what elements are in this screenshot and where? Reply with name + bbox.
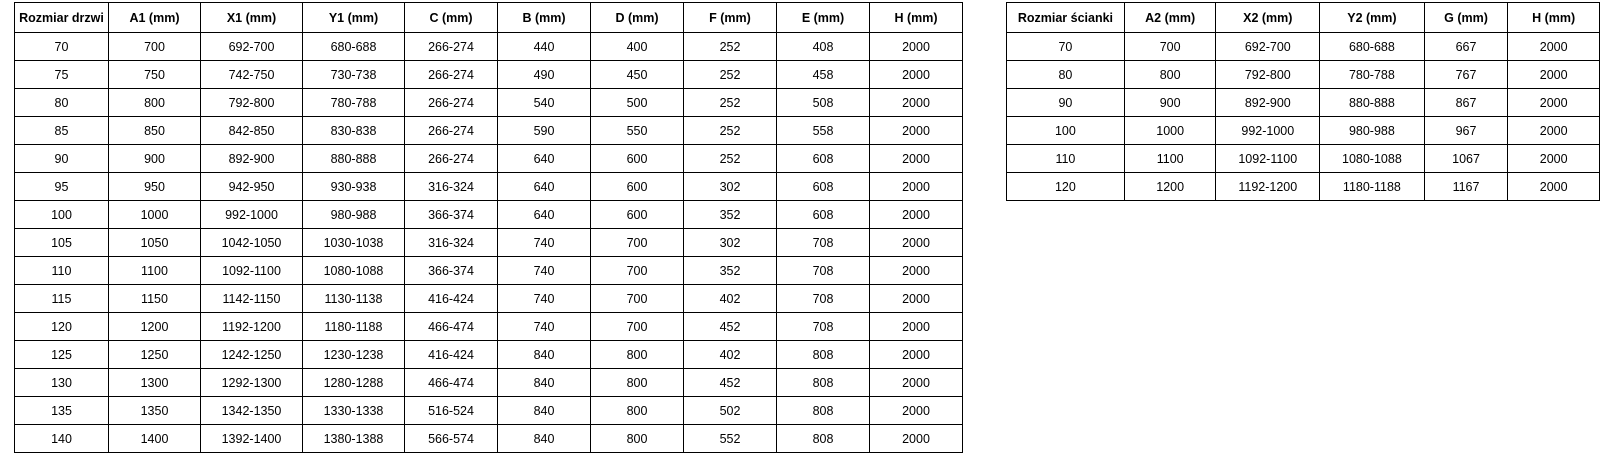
- table-row: [15, 173, 963, 201]
- cell: 2000: [1508, 89, 1600, 117]
- cell: 1200: [1124, 173, 1216, 201]
- cell: 2000: [1508, 61, 1600, 89]
- cell: 1300: [109, 369, 201, 397]
- table-row: [1007, 173, 1600, 201]
- cell: 740: [498, 285, 591, 313]
- cell: 466-474: [405, 313, 498, 341]
- cell: 950: [109, 173, 201, 201]
- cell: 808: [777, 369, 870, 397]
- table-row: [1007, 61, 1600, 89]
- doors-table-head: [15, 3, 963, 33]
- cell: 508: [777, 89, 870, 117]
- cell: 95: [15, 173, 109, 201]
- cell: 880-888: [303, 145, 405, 173]
- cell: 850: [109, 117, 201, 145]
- table-header-row: [1007, 3, 1600, 33]
- cell: 550: [591, 117, 684, 145]
- walls-table-head: [1007, 3, 1600, 33]
- cell: 700: [1124, 33, 1216, 61]
- cell: 600: [591, 201, 684, 229]
- cell: 1142-1150: [201, 285, 303, 313]
- cell: 316-324: [405, 229, 498, 257]
- cell: 2000: [870, 61, 963, 89]
- walls-table-body: [1007, 33, 1600, 201]
- cell: 1100: [1124, 145, 1216, 173]
- cell: 2000: [870, 117, 963, 145]
- table-row: [15, 145, 963, 173]
- cell: 302: [684, 173, 777, 201]
- cell: 540: [498, 89, 591, 117]
- cell: 1030-1038: [303, 229, 405, 257]
- cell: 1050: [109, 229, 201, 257]
- cell: 967: [1424, 117, 1508, 145]
- table-row: [1007, 145, 1600, 173]
- cell: 600: [591, 173, 684, 201]
- cell: 120: [15, 313, 109, 341]
- cell: 105: [15, 229, 109, 257]
- cell: 1150: [109, 285, 201, 313]
- cell: 750: [109, 61, 201, 89]
- cell: 867: [1424, 89, 1508, 117]
- cell: 700: [591, 313, 684, 341]
- table-row: [15, 397, 963, 425]
- walls-dimensions-table: [1006, 2, 1600, 201]
- cell: 452: [684, 369, 777, 397]
- cell: 416-424: [405, 285, 498, 313]
- cell: 2000: [870, 285, 963, 313]
- column-header-e: E (mm): [777, 3, 870, 33]
- cell: 2000: [870, 89, 963, 117]
- cell: 1392-1400: [201, 425, 303, 453]
- cell: 667: [1424, 33, 1508, 61]
- cell: 1342-1350: [201, 397, 303, 425]
- cell: 742-750: [201, 61, 303, 89]
- cell: 1092-1100: [1216, 145, 1320, 173]
- table-row: [1007, 33, 1600, 61]
- doors-dimensions-table-container: [14, 2, 963, 453]
- cell: 1100: [109, 257, 201, 285]
- cell: 100: [1007, 117, 1125, 145]
- cell: 590: [498, 117, 591, 145]
- cell: 1192-1200: [201, 313, 303, 341]
- cell: 892-900: [201, 145, 303, 173]
- cell: 808: [777, 397, 870, 425]
- cell: 490: [498, 61, 591, 89]
- cell: 792-800: [1216, 61, 1320, 89]
- cell: 780-788: [1320, 61, 1425, 89]
- cell: 792-800: [201, 89, 303, 117]
- table-row: [15, 369, 963, 397]
- table-row: [1007, 117, 1600, 145]
- cell: 740: [498, 313, 591, 341]
- cell: 70: [15, 33, 109, 61]
- column-header-c: C (mm): [405, 3, 498, 33]
- cell: 2000: [870, 313, 963, 341]
- cell: 708: [777, 313, 870, 341]
- cell: 708: [777, 229, 870, 257]
- cell: 980-988: [1320, 117, 1425, 145]
- table-row: [15, 201, 963, 229]
- cell: 842-850: [201, 117, 303, 145]
- cell: 680-688: [1320, 33, 1425, 61]
- cell: 808: [777, 341, 870, 369]
- cell: 558: [777, 117, 870, 145]
- cell: 800: [591, 425, 684, 453]
- cell: 80: [15, 89, 109, 117]
- cell: 1250: [109, 341, 201, 369]
- table-row: [15, 117, 963, 145]
- cell: 2000: [870, 425, 963, 453]
- cell: 135: [15, 397, 109, 425]
- cell: 252: [684, 33, 777, 61]
- table-row: [1007, 89, 1600, 117]
- column-header-g: G (mm): [1424, 3, 1508, 33]
- table-row: [15, 33, 963, 61]
- cell: 692-700: [201, 33, 303, 61]
- table-row: [15, 341, 963, 369]
- cell: 408: [777, 33, 870, 61]
- cell: 450: [591, 61, 684, 89]
- cell: 252: [684, 89, 777, 117]
- cell: 1350: [109, 397, 201, 425]
- cell: 1380-1388: [303, 425, 405, 453]
- column-header-y1: Y1 (mm): [303, 3, 405, 33]
- table-header-row: [15, 3, 963, 33]
- cell: 440: [498, 33, 591, 61]
- cell: 70: [1007, 33, 1125, 61]
- cell: 1080-1088: [303, 257, 405, 285]
- cell: 1080-1088: [1320, 145, 1425, 173]
- cell: 302: [684, 229, 777, 257]
- cell: 85: [15, 117, 109, 145]
- cell: 708: [777, 257, 870, 285]
- cell: 700: [109, 33, 201, 61]
- cell: 100: [15, 201, 109, 229]
- column-header-y2: Y2 (mm): [1320, 3, 1425, 33]
- cell: 900: [109, 145, 201, 173]
- cell: 1280-1288: [303, 369, 405, 397]
- cell: 266-274: [405, 145, 498, 173]
- cell: 840: [498, 369, 591, 397]
- column-header-f: F (mm): [684, 3, 777, 33]
- table-row: [15, 285, 963, 313]
- cell: 2000: [870, 173, 963, 201]
- cell: 1167: [1424, 173, 1508, 201]
- cell: 516-524: [405, 397, 498, 425]
- cell: 1330-1338: [303, 397, 405, 425]
- cell: 1192-1200: [1216, 173, 1320, 201]
- cell: 500: [591, 89, 684, 117]
- cell: 800: [591, 341, 684, 369]
- table-row: [15, 61, 963, 89]
- cell: 252: [684, 117, 777, 145]
- cell: 140: [15, 425, 109, 453]
- cell: 1000: [109, 201, 201, 229]
- cell: 1042-1050: [201, 229, 303, 257]
- cell: 808: [777, 425, 870, 453]
- cell: 1130-1138: [303, 285, 405, 313]
- cell: 1400: [109, 425, 201, 453]
- column-header-x2: X2 (mm): [1216, 3, 1320, 33]
- doors-dimensions-table: [14, 2, 963, 453]
- column-header-rozmiar-scianki: Rozmiar ścianki: [1007, 3, 1125, 33]
- cell: 110: [1007, 145, 1125, 173]
- cell: 730-738: [303, 61, 405, 89]
- cell: 608: [777, 173, 870, 201]
- cell: 552: [684, 425, 777, 453]
- cell: 366-374: [405, 201, 498, 229]
- cell: 992-1000: [201, 201, 303, 229]
- cell: 402: [684, 285, 777, 313]
- cell: 1000: [1124, 117, 1216, 145]
- column-header-a2: A2 (mm): [1124, 3, 1216, 33]
- cell: 2000: [870, 229, 963, 257]
- cell: 600: [591, 145, 684, 173]
- cell: 352: [684, 257, 777, 285]
- cell: 608: [777, 201, 870, 229]
- cell: 80: [1007, 61, 1125, 89]
- column-header-b: B (mm): [498, 3, 591, 33]
- cell: 1092-1100: [201, 257, 303, 285]
- cell: 1242-1250: [201, 341, 303, 369]
- cell: 900: [1124, 89, 1216, 117]
- cell: 402: [684, 341, 777, 369]
- cell: 452: [684, 313, 777, 341]
- cell: 2000: [1508, 33, 1600, 61]
- walls-dimensions-table-container: [1006, 2, 1600, 201]
- cell: 2000: [1508, 173, 1600, 201]
- cell: 830-838: [303, 117, 405, 145]
- table-row: [15, 89, 963, 117]
- cell: 90: [1007, 89, 1125, 117]
- cell: 2000: [870, 257, 963, 285]
- cell: 1230-1238: [303, 341, 405, 369]
- cell: 1180-1188: [1320, 173, 1425, 201]
- cell: 800: [109, 89, 201, 117]
- cell: 800: [591, 397, 684, 425]
- cell: 800: [591, 369, 684, 397]
- cell: 252: [684, 61, 777, 89]
- cell: 942-950: [201, 173, 303, 201]
- cell: 880-888: [1320, 89, 1425, 117]
- cell: 892-900: [1216, 89, 1320, 117]
- cell: 115: [15, 285, 109, 313]
- cell: 692-700: [1216, 33, 1320, 61]
- cell: 992-1000: [1216, 117, 1320, 145]
- cell: 502: [684, 397, 777, 425]
- doors-table-body: [15, 33, 963, 453]
- cell: 2000: [870, 33, 963, 61]
- cell: 740: [498, 257, 591, 285]
- cell: 90: [15, 145, 109, 173]
- table-row: [15, 229, 963, 257]
- cell: 120: [1007, 173, 1125, 201]
- cell: 466-474: [405, 369, 498, 397]
- cell: 266-274: [405, 89, 498, 117]
- cell: 608: [777, 145, 870, 173]
- table-row: [15, 425, 963, 453]
- table-row: [15, 257, 963, 285]
- cell: 2000: [1508, 117, 1600, 145]
- cell: 110: [15, 257, 109, 285]
- column-header-rozmiar-drzwi: Rozmiar drzwi: [15, 3, 109, 33]
- cell: 740: [498, 229, 591, 257]
- cell: 75: [15, 61, 109, 89]
- cell: 980-988: [303, 201, 405, 229]
- cell: 366-374: [405, 257, 498, 285]
- cell: 1200: [109, 313, 201, 341]
- cell: 2000: [870, 369, 963, 397]
- cell: 767: [1424, 61, 1508, 89]
- column-header-d: D (mm): [591, 3, 684, 33]
- cell: 566-574: [405, 425, 498, 453]
- cell: 2000: [870, 145, 963, 173]
- cell: 840: [498, 397, 591, 425]
- cell: 2000: [870, 341, 963, 369]
- cell: 780-788: [303, 89, 405, 117]
- column-header-h: H (mm): [1508, 3, 1600, 33]
- cell: 1067: [1424, 145, 1508, 173]
- cell: 266-274: [405, 33, 498, 61]
- cell: 2000: [870, 397, 963, 425]
- cell: 1292-1300: [201, 369, 303, 397]
- cell: 400: [591, 33, 684, 61]
- cell: 125: [15, 341, 109, 369]
- cell: 2000: [870, 201, 963, 229]
- cell: 700: [591, 257, 684, 285]
- cell: 840: [498, 425, 591, 453]
- cell: 700: [591, 285, 684, 313]
- cell: 680-688: [303, 33, 405, 61]
- cell: 640: [498, 201, 591, 229]
- column-header-x1: X1 (mm): [201, 3, 303, 33]
- cell: 708: [777, 285, 870, 313]
- table-row: [15, 313, 963, 341]
- cell: 640: [498, 173, 591, 201]
- cell: 352: [684, 201, 777, 229]
- cell: 130: [15, 369, 109, 397]
- cell: 930-938: [303, 173, 405, 201]
- cell: 416-424: [405, 341, 498, 369]
- column-header-h: H (mm): [870, 3, 963, 33]
- cell: 700: [591, 229, 684, 257]
- cell: 840: [498, 341, 591, 369]
- cell: 640: [498, 145, 591, 173]
- cell: 800: [1124, 61, 1216, 89]
- cell: 458: [777, 61, 870, 89]
- cell: 1180-1188: [303, 313, 405, 341]
- cell: 2000: [1508, 145, 1600, 173]
- cell: 266-274: [405, 61, 498, 89]
- cell: 316-324: [405, 173, 498, 201]
- column-header-a1: A1 (mm): [109, 3, 201, 33]
- cell: 252: [684, 145, 777, 173]
- cell: 266-274: [405, 117, 498, 145]
